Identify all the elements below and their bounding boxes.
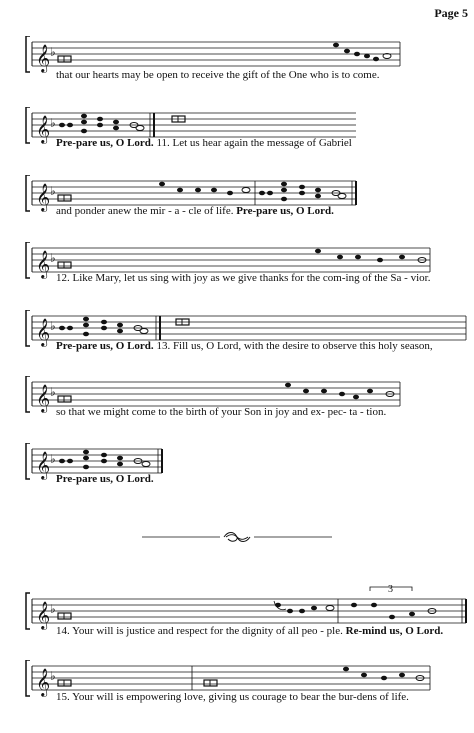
svg-text:♭: ♭ — [50, 251, 56, 265]
lyric-line-2 — [56, 137, 352, 150]
lyric-line-9 — [56, 691, 409, 704]
svg-text:♭: ♭ — [50, 385, 56, 399]
staff-1 — [0, 36, 474, 96]
svg-text:𝄞: 𝄞 — [36, 384, 51, 412]
response-text: Pre-pare us, O Lord. — [236, 205, 334, 217]
lyric-text: 11. Let us hear again the message of Gabriel — [153, 137, 352, 149]
svg-text:𝄞: 𝄞 — [36, 44, 51, 72]
svg-text:♭: ♭ — [50, 669, 56, 683]
svg-text:♭: ♭ — [50, 602, 56, 616]
lyric-text: 15. Your will is empowering love, giving us courage to bear the bur-dens of life. — [56, 691, 409, 703]
svg-text:♭: ♭ — [50, 452, 56, 466]
response-text: Pre-pare us, O Lord. — [56, 473, 154, 485]
svg-text:♭: ♭ — [50, 116, 56, 130]
lyric-text: 13. Fill us, O Lord, with the desire to observe this holy season, — [153, 340, 433, 352]
svg-text:♭: ♭ — [50, 184, 56, 198]
fleuron-icon — [224, 533, 250, 542]
response-text: Pre-pare us, O Lord. — [56, 340, 154, 352]
svg-text:𝄞: 𝄞 — [36, 318, 51, 346]
lyric-line-4 — [56, 272, 430, 285]
svg-text:𝄞: 𝄞 — [36, 183, 51, 211]
lyric-line-5 — [56, 340, 433, 353]
lyric-text: that our hearts may be open to receive the gift of the One who is to come. — [56, 69, 380, 81]
lyric-line-6 — [56, 406, 386, 419]
lyric-text: so that we might come to the birth of your Son in joy and ex- pec- ta - tion. — [56, 406, 387, 418]
svg-text:♭: ♭ — [50, 319, 56, 333]
lyric-text: and ponder anew the mir - a - cle of life. — [56, 205, 237, 217]
svg-text:𝄞: 𝄞 — [36, 250, 51, 278]
response-text: Pre-pare us, O Lord. — [56, 137, 154, 149]
triplet-number: 3 — [388, 585, 393, 595]
svg-text:♭: ♭ — [50, 45, 56, 59]
lyric-text: 14. Your will is justice and respect for the dignity of all peo - ple. — [56, 625, 346, 637]
section-divider — [142, 527, 332, 547]
staff-9 — [0, 660, 474, 720]
svg-text:𝄞: 𝄞 — [36, 451, 51, 479]
lyric-line-3 — [56, 205, 334, 218]
lyric-line-1 — [56, 69, 379, 82]
response-text: Re-mind us, O Lord. — [345, 625, 444, 637]
lyric-text: 12. Like Mary, let us sing with joy as we give thanks for the com-ing of the Sa - vior. — [56, 272, 431, 284]
lyric-line-7 — [56, 473, 154, 486]
svg-text:𝄞: 𝄞 — [36, 601, 51, 629]
svg-text:𝄞: 𝄞 — [36, 115, 51, 143]
lyric-line-8 — [56, 625, 443, 638]
svg-text:𝄞: 𝄞 — [36, 668, 51, 696]
page-number: Page 5 — [434, 6, 468, 20]
